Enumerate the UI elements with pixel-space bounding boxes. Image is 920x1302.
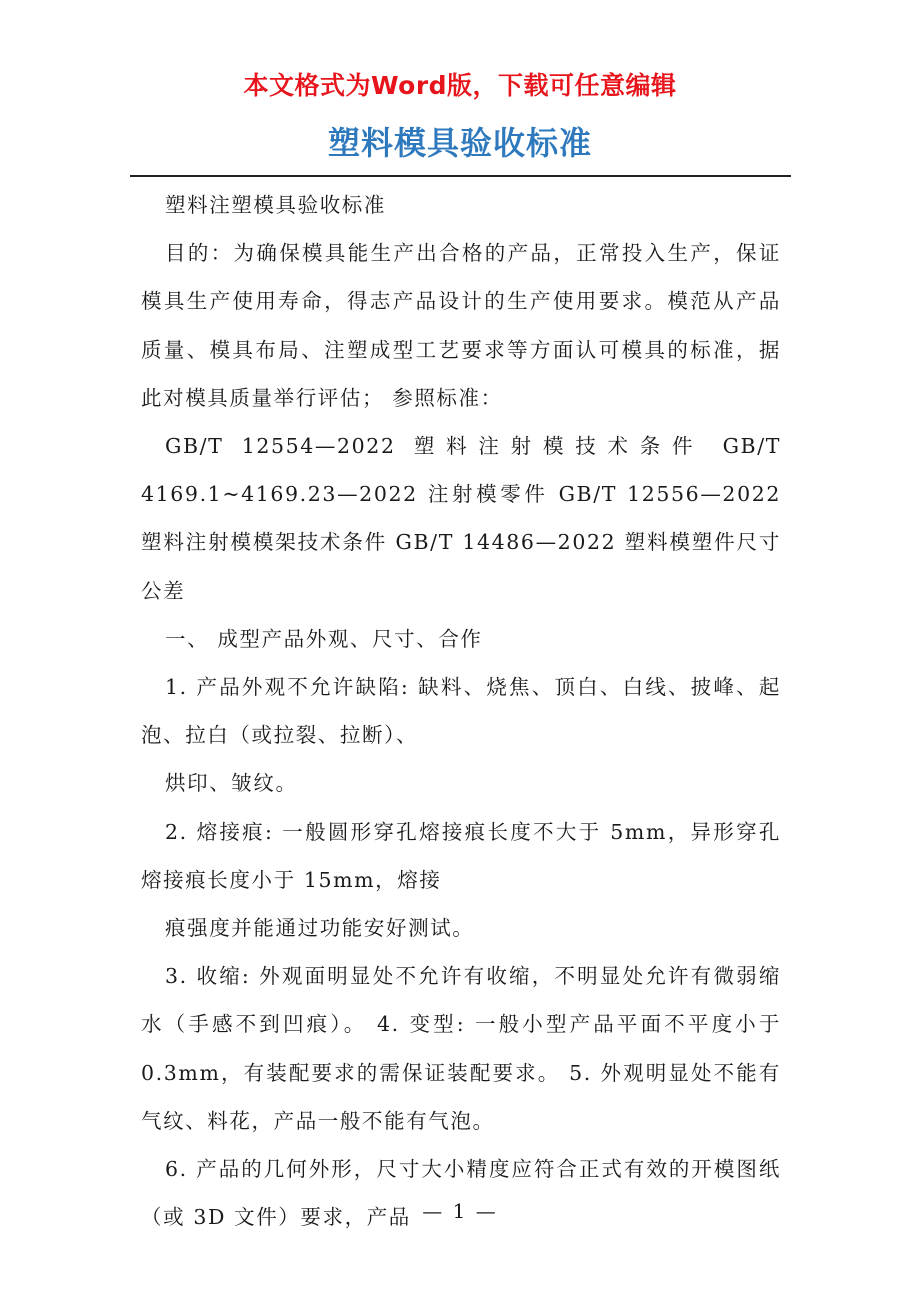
document-body — [141, 181, 781, 1241]
page-number: — 1 — — [422, 1199, 498, 1223]
paragraph-item-2-cont: 痕强度并能通过功能安好测试。 — [165, 916, 475, 941]
paragraph-standards: GB/T 12554—2022 塑料注射模技术条件 GB/T 4169.1~4169.23—2022 注射模零件 GB/T 12556—2022 塑料注射模模架技术条件 GB/T 14486—2022 塑料模塑件尺寸公差 — [141, 434, 781, 603]
paragraph-item-1-cont: 烘印、皱纹。 — [165, 771, 298, 796]
paragraph-items-3-5: 3. 收缩: 外观面明显处不允许有收缩，不明显处允许有微弱缩水（手感不到凹痕）。 4. 变型: 一般小型产品平面不平度小于 0.3mm，有装配要求的需保证装配要求。 5. 外观明显处不能有气纹、料花，产品一般不能有气泡。 — [141, 964, 781, 1133]
download-banner: 本文格式为Word版，下载可任意编辑 — [243, 71, 677, 100]
title-divider — [130, 175, 791, 177]
paragraph-subtitle: 塑料注塑模具验收标准 — [165, 193, 386, 217]
document-title: 塑料模具验收标准 — [327, 124, 592, 162]
section-heading-appearance: 一、 成型产品外观、尺寸、合作 — [165, 626, 483, 651]
paragraph-item-1: 1. 产品外观不允许缺陷: 缺料、烧焦、顶白、白线、披峰、起泡、拉白（或拉裂、拉断）、 — [141, 675, 781, 748]
paragraph-item-2: 2. 熔接痕: 一般圆形穿孔熔接痕长度不大于 5mm，异形穿孔熔接痕长度小于 15mm，熔接 — [141, 819, 781, 892]
paragraph-purpose: 目的：为确保模具能生产出合格的产品，正常投入生产，保证模具生产使用寿命，得志产品设计的生产使用要求。模范从产品质量、模具布局、注塑成型工艺要求等方面认可模具的标准，据此对模具质量举行评估； 参照标准： — [141, 241, 781, 410]
paragraph-item-6: 6. 产品的几何外形，尺寸大小精度应符合正式有效的开模图纸（或 3D 文件）要求，产品 — [141, 1157, 781, 1230]
